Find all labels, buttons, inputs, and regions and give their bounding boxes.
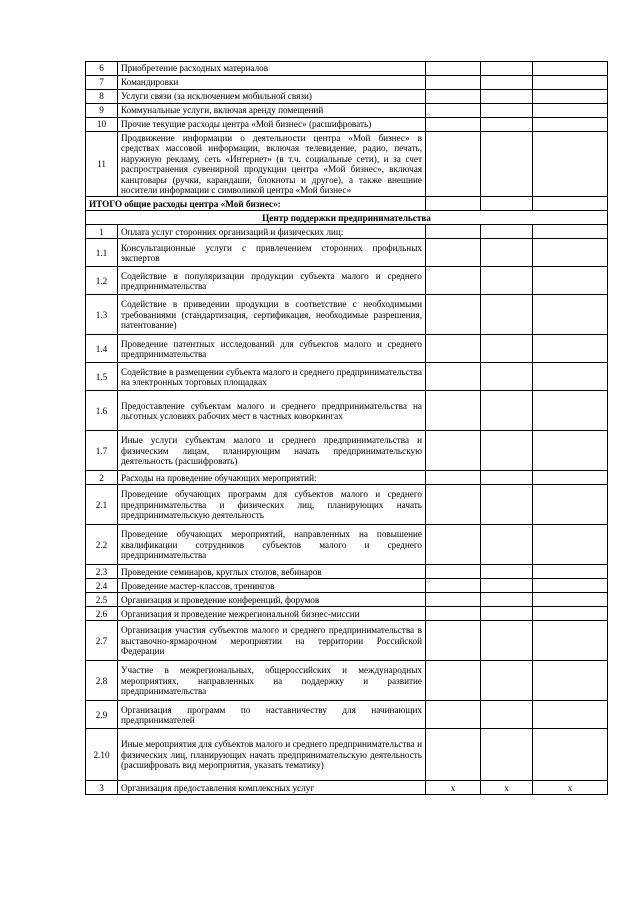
value-cell <box>426 118 481 132</box>
value-cell <box>481 729 533 781</box>
value-cell <box>533 225 608 239</box>
value-cell <box>481 295 533 335</box>
value-cell <box>533 729 608 781</box>
row-description: Прочие текущие расходы центра «Мой бизнес» (расшифровать) <box>118 118 426 132</box>
table-row <box>86 579 608 593</box>
row-description: Организация и проведение конференций, форумов <box>118 593 426 607</box>
row-description: Организация и проведение межрегиональной бизнес-миссии <box>118 607 426 621</box>
value-cell <box>481 471 533 485</box>
value-cell <box>533 239 608 267</box>
value-cell <box>481 104 533 118</box>
expense-table <box>85 61 608 795</box>
value-cell <box>426 579 481 593</box>
value-cell <box>426 267 481 295</box>
row-number: 2.5 <box>86 593 118 607</box>
row-number: 9 <box>86 104 118 118</box>
value-cell <box>533 76 608 90</box>
value-cell <box>533 104 608 118</box>
value-cell <box>533 267 608 295</box>
value-cell-x: x <box>426 781 481 795</box>
value-cell <box>481 267 533 295</box>
table-row <box>86 607 608 621</box>
row-number: 1.3 <box>86 295 118 335</box>
expense-table-body <box>86 62 608 795</box>
row-description: Содействие в приведении продукции в соответствие с необходимыми требованиями (стандартизация, сертификация, необходимые разрешения, патентование) <box>118 295 426 335</box>
row-description: Организация участия субъектов малого и среднего предпринимательства в выставочно-ярмарочном мероприятии на территории Российской Федерации <box>118 621 426 661</box>
value-cell <box>533 661 608 701</box>
value-cell <box>533 295 608 335</box>
value-cell <box>426 729 481 781</box>
row-description: Предоставление субъектам малого и среднего предпринимательства на льготных условиях рабочих мест в частных коворкингах <box>118 391 426 431</box>
value-cell <box>426 471 481 485</box>
value-cell <box>481 565 533 579</box>
table-row <box>86 104 608 118</box>
value-cell <box>481 593 533 607</box>
row-number: 2.7 <box>86 621 118 661</box>
table-row <box>86 363 608 391</box>
value-cell <box>533 485 608 525</box>
row-number: 2.9 <box>86 701 118 729</box>
row-description: Оплата услуг сторонних организаций и физических лиц: <box>118 225 426 239</box>
value-cell <box>533 391 608 431</box>
table-row <box>86 781 608 795</box>
row-number: 1 <box>86 225 118 239</box>
value-cell <box>481 197 533 211</box>
table-row <box>86 729 608 781</box>
row-description: Проведение обучающих программ для субъектов малого и среднего предпринимательства и физических лиц, планирующих начать предпринимательскую деятельность <box>118 485 426 525</box>
table-row <box>86 118 608 132</box>
row-number: 2 <box>86 471 118 485</box>
row-number: 1.2 <box>86 267 118 295</box>
value-cell <box>533 621 608 661</box>
row-description: Проведение патентных исследований для субъектов малого и среднего предпринимательства <box>118 335 426 363</box>
row-description: Проведение обучающих мероприятий, направленных на повышение квалификации сотрудников субъектов малого и среднего предпринимательства <box>118 525 426 565</box>
row-number: 1.7 <box>86 431 118 471</box>
value-cell <box>481 132 533 197</box>
section-header-row <box>86 211 608 225</box>
value-cell <box>481 62 533 76</box>
value-cell <box>426 485 481 525</box>
value-cell <box>481 118 533 132</box>
row-description: Коммунальные услуги, включая аренду помещений <box>118 104 426 118</box>
value-cell <box>533 132 608 197</box>
table-row <box>86 62 608 76</box>
value-cell <box>481 701 533 729</box>
value-cell <box>481 485 533 525</box>
value-cell <box>426 363 481 391</box>
table-row <box>86 90 608 104</box>
row-description: Продвижение информации о деятельности центра «Мой бизнес» в средствах массовой информации, включая телевидение, радио, печать, наружную рекламу, сеть «Интернет» (в т.ч. социальные сети), и за счет распространения сувенирной продукции центра «Мой бизнес», включая канцтовары (ручки, карандаши, блокноты и другое), а также внешние носители информации с символикой центра «Мой бизнес» <box>118 132 426 197</box>
value-cell-x: x <box>533 781 608 795</box>
table-row <box>86 295 608 335</box>
table-row <box>86 132 608 197</box>
value-cell <box>481 239 533 267</box>
row-number: 2.10 <box>86 729 118 781</box>
row-number: 2.8 <box>86 661 118 701</box>
value-cell <box>481 363 533 391</box>
row-description: Расходы на проведение обучающих мероприятий: <box>118 471 426 485</box>
table-row <box>86 239 608 267</box>
table-row <box>86 391 608 431</box>
row-description: Консультационные услуги с привлечением сторонних профильных экспертов <box>118 239 426 267</box>
value-cell-x: x <box>481 781 533 795</box>
value-cell <box>426 225 481 239</box>
table-row <box>86 621 608 661</box>
row-description: Содействие в популяризации продукции субъекта малого и среднего предпринимательства <box>118 267 426 295</box>
value-cell <box>481 76 533 90</box>
section-title: Центр поддержки предпринимательства <box>86 211 608 225</box>
value-cell <box>426 197 481 211</box>
value-cell <box>481 579 533 593</box>
value-cell <box>426 621 481 661</box>
row-description: Иные мероприятия для субъектов малого и среднего предпринимательства и физических лиц, планирующих начать предпринимательскую деятельность (расшифровать вид мероприятия, указать тематику) <box>118 729 426 781</box>
row-description: Проведение мастер-классов, тренингов <box>118 579 426 593</box>
row-description: Иные услуги субъектам малого и среднего предпринимательства и физическим лицам, планирующим начать предпринимательскую деятельность (расшифровать) <box>118 431 426 471</box>
value-cell <box>481 607 533 621</box>
table-row <box>86 525 608 565</box>
row-description: Приобретение расходных материалов <box>118 62 426 76</box>
row-number: 11 <box>86 132 118 197</box>
value-cell <box>533 525 608 565</box>
total-row <box>86 197 608 211</box>
value-cell <box>533 363 608 391</box>
table-row <box>86 661 608 701</box>
table-row <box>86 225 608 239</box>
value-cell <box>426 90 481 104</box>
value-cell <box>533 701 608 729</box>
row-number: 2.1 <box>86 485 118 525</box>
row-description: Командировки <box>118 76 426 90</box>
value-cell <box>533 593 608 607</box>
value-cell <box>426 335 481 363</box>
row-number: 2.4 <box>86 579 118 593</box>
value-cell <box>533 118 608 132</box>
value-cell <box>481 431 533 471</box>
value-cell <box>533 197 608 211</box>
table-row <box>86 76 608 90</box>
value-cell <box>533 62 608 76</box>
row-number: 10 <box>86 118 118 132</box>
row-number: 8 <box>86 90 118 104</box>
row-number: 1.5 <box>86 363 118 391</box>
row-number: 3 <box>86 781 118 795</box>
value-cell <box>426 431 481 471</box>
value-cell <box>481 335 533 363</box>
total-label: ИТОГО общие расходы центра «Мой бизнес»: <box>86 197 426 211</box>
value-cell <box>426 701 481 729</box>
table-row <box>86 565 608 579</box>
value-cell <box>481 391 533 431</box>
row-number: 6 <box>86 62 118 76</box>
value-cell <box>481 525 533 565</box>
value-cell <box>426 661 481 701</box>
value-cell <box>533 90 608 104</box>
value-cell <box>426 607 481 621</box>
table-row <box>86 485 608 525</box>
value-cell <box>481 225 533 239</box>
row-number: 1.6 <box>86 391 118 431</box>
value-cell <box>426 62 481 76</box>
value-cell <box>426 391 481 431</box>
table-row <box>86 335 608 363</box>
value-cell <box>481 90 533 104</box>
row-description: Участие в межрегиональных, общероссийских и международных мероприятиях, направленных на поддержку и развитие предпринимательства <box>118 661 426 701</box>
row-number: 1.1 <box>86 239 118 267</box>
value-cell <box>426 525 481 565</box>
value-cell <box>426 295 481 335</box>
row-description: Организация программ по наставничеству для начинающих предпринимателей <box>118 701 426 729</box>
table-row <box>86 431 608 471</box>
row-description: Содействие в размещении субъекта малого и среднего предпринимательства на электронных торговых площадках <box>118 363 426 391</box>
value-cell <box>426 593 481 607</box>
row-description: Организация предоставления комплексных услуг <box>118 781 426 795</box>
value-cell <box>426 565 481 579</box>
value-cell <box>533 471 608 485</box>
row-description: Проведение семинаров, круглых столов, вебинаров <box>118 565 426 579</box>
value-cell <box>426 76 481 90</box>
table-row <box>86 593 608 607</box>
row-number: 1.4 <box>86 335 118 363</box>
value-cell <box>481 661 533 701</box>
row-description: Услуги связи (за исключением мобильной связи) <box>118 90 426 104</box>
value-cell <box>533 579 608 593</box>
row-number: 7 <box>86 76 118 90</box>
value-cell <box>533 565 608 579</box>
table-row <box>86 267 608 295</box>
row-number: 2.6 <box>86 607 118 621</box>
row-number: 2.2 <box>86 525 118 565</box>
row-number: 2.3 <box>86 565 118 579</box>
value-cell <box>426 132 481 197</box>
value-cell <box>426 104 481 118</box>
value-cell <box>533 431 608 471</box>
value-cell <box>426 239 481 267</box>
value-cell <box>481 621 533 661</box>
table-row <box>86 701 608 729</box>
value-cell <box>533 607 608 621</box>
value-cell <box>533 335 608 363</box>
table-row <box>86 471 608 485</box>
